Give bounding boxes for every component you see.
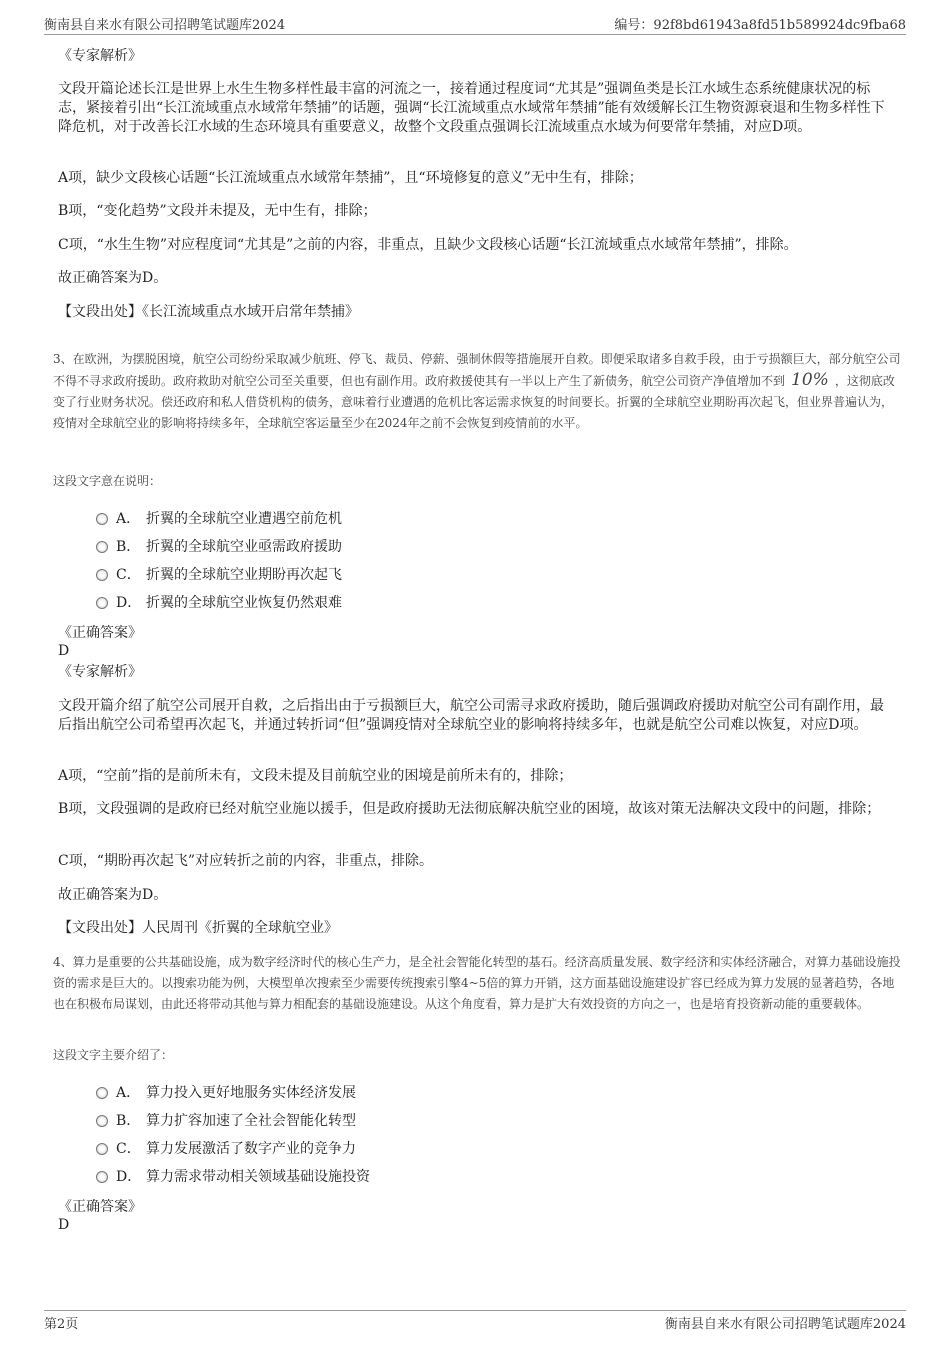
q3-stem-part2: ，这彻底改变了行业财务状况。偿还政府和私人借贷机构的债务，意味着行业遭遇的危机比客运需求恢复的时间要长。折翼的全球航空业期盼再次起飞，但业界普遍认为，疫情对全球航空业的影响将持续多年，全球航空客运量至少在2024年之前不会恢复到疫情前的水平。 — [53, 374, 895, 430]
option-letter: C． — [116, 1141, 141, 1157]
q4-answer: D — [58, 1217, 70, 1233]
q4-option-a[interactable] — [96, 1083, 356, 1103]
option-letter: B． — [116, 1113, 141, 1129]
radio-icon[interactable] — [96, 1087, 108, 1099]
q4-option-b[interactable] — [96, 1111, 356, 1131]
q3-option-d[interactable] — [96, 593, 342, 613]
option-text: 算力扩容加速了全社会智能化转型 — [146, 1113, 356, 1129]
option-text: 折翼的全球航空业遭遇空前危机 — [146, 511, 342, 527]
radio-icon[interactable] — [96, 541, 108, 553]
header-doc-id: 编号：92f8bd61943a8fd51b589924dc9fba68 — [614, 18, 906, 33]
radio-icon[interactable] — [96, 1115, 108, 1127]
option-text: 折翼的全球航空业恢复仍然艰难 — [146, 595, 342, 611]
q2-option-c-note: C项，“水生生物”对应程度词“尤其是”之前的内容，非重点，且缺少文段核心话题“长江流域重点水域常年禁捕”，排除。 — [58, 237, 798, 253]
option-letter: A． — [116, 1085, 141, 1101]
radio-icon[interactable] — [96, 1171, 108, 1183]
option-text: 算力发展激活了数字产业的竞争力 — [146, 1141, 356, 1157]
q4-option-d[interactable] — [96, 1167, 370, 1187]
option-letter: D． — [116, 1169, 142, 1185]
q4-option-c[interactable] — [96, 1139, 356, 1159]
q2-expert-label: 《专家解析》 — [58, 48, 142, 64]
option-text: 算力投入更好地服务实体经济发展 — [146, 1085, 356, 1101]
option-text: 折翼的全球航空业期盼再次起飞 — [146, 567, 342, 583]
q3-option-c[interactable] — [96, 565, 342, 585]
radio-icon[interactable] — [96, 597, 108, 609]
q2-conclusion: 故正确答案为D。 — [58, 270, 168, 286]
q3-answer-label: 《正确答案》 — [58, 625, 142, 641]
q4-answer-label: 《正确答案》 — [58, 1199, 142, 1215]
q3-analysis: 文段开篇介绍了航空公司展开自救，之后指出由于亏损额巨大，航空公司需寻求政府援助，随后强调政府援助对航空公司有副作用，最后指出航空公司希望再次起飞，并通过转折词“但”强调疫情对全球航空业的影响将持续多年，也就是航空公司难以恢复，对应D项。 — [58, 698, 884, 733]
q3-option-b-note: B项，文段强调的是政府已经对航空业施以援手，但是政府援助无法彻底解决航空业的困境，故该对策无法解决文段中的问题，排除； — [58, 801, 881, 817]
header-title: 衡南县自来水有限公司招聘笔试题库2024 — [44, 18, 286, 33]
q2-source: 【文段出处】《长江流域重点水域开启常年禁捕》 — [58, 304, 359, 320]
q3-option-a[interactable] — [96, 509, 342, 529]
option-text: 算力需求带动相关领域基础设施投资 — [146, 1169, 370, 1185]
q3-source: 【文段出处】人民周刊《折翼的全球航空业》 — [58, 920, 338, 936]
q3-math-percent: 10% — [791, 370, 829, 390]
q2-analysis: 文段开篇论述长江是世界上水生生物多样性最丰富的河流之一，接着通过程度词“尤其是”强调鱼类是长江水域生态系统健康状况的标志，紧接着引出“长江流域重点水域常年禁捕”的话题，强调“长江流域重点水域常年禁捕”能有效缓解长江生物资源衰退和生物多样性下降危机，对于改善长江水域的生态环境具有重要意义，故整个文段重点强调长江流域重点水域为何要常年禁捕，对应D项。 — [58, 81, 885, 135]
q3-option-b[interactable] — [96, 537, 342, 557]
q3-stem-part1: 3、在欧洲，为摆脱困境，航空公司纷纷采取减少航班、停飞、裁员、停薪、强制休假等措施展开自救。即便采取诸多自救手段，由于亏损额巨大，部分航空公司不得不寻求政府援助。政府救助对航空公司至关重要，但也有副作用。政府救援使其有一半以上产生了新债务，航空公司资产净值增加不到 — [53, 352, 901, 388]
q3-expert-label: 《专家解析》 — [58, 664, 142, 680]
q3-answer: D — [58, 643, 70, 659]
radio-icon[interactable] — [96, 1143, 108, 1155]
footer-title: 衡南县自来水有限公司招聘笔试题库2024 — [664, 1317, 906, 1332]
option-letter: B． — [116, 539, 141, 555]
option-letter: D． — [116, 595, 142, 611]
q3-option-c-note: C项，“期盼再次起飞”对应转折之前的内容，非重点，排除。 — [58, 853, 434, 869]
q3-conclusion: 故正确答案为D。 — [58, 887, 168, 903]
q4-stem: 4、算力是重要的公共基础设施，成为数字经济时代的核心生产力，是全社会智能化转型的基石。经济高质量发展、数字经济和实体经济融合，对算力基础设施投资的需求是巨大的。以搜索功能为例，大模型单次搜索至少需要传统搜索引擎4~5倍的算力开销，这方面基础设施建设扩容已经成为算力发展的显著趋势，各地也在积极布局谋划，由此还将带动其他与算力相配套的基础设施建设。从这个角度看，算力是扩大有效投资的方向之一，也是培育投资新动能的重要载体。 — [53, 955, 901, 1011]
q3-prompt: 这段文字意在说明： — [53, 474, 162, 488]
header-divider — [44, 34, 906, 35]
q3-stem — [53, 349, 903, 434]
q4-prompt: 这段文字主要介绍了： — [53, 1048, 174, 1062]
q2-option-b-note: B项，“变化趋势”文段并未提及，无中生有，排除； — [58, 203, 377, 219]
footer-page-number: 第2页 — [44, 1317, 79, 1332]
option-text: 折翼的全球航空业亟需政府援助 — [146, 539, 342, 555]
q2-option-a-note: A项，缺少文段核心话题“长江流域重点水域常年禁捕”，且“环境修复的意义”无中生有，排除； — [58, 170, 643, 186]
option-letter: C． — [116, 567, 141, 583]
radio-icon[interactable] — [96, 569, 108, 581]
q3-option-a-note: A项，“空前”指的是前所未有，文段未提及目前航空业的困境是前所未有的，排除； — [58, 768, 573, 784]
footer-divider — [44, 1310, 906, 1311]
radio-icon[interactable] — [96, 513, 108, 525]
option-letter: A． — [116, 511, 141, 527]
